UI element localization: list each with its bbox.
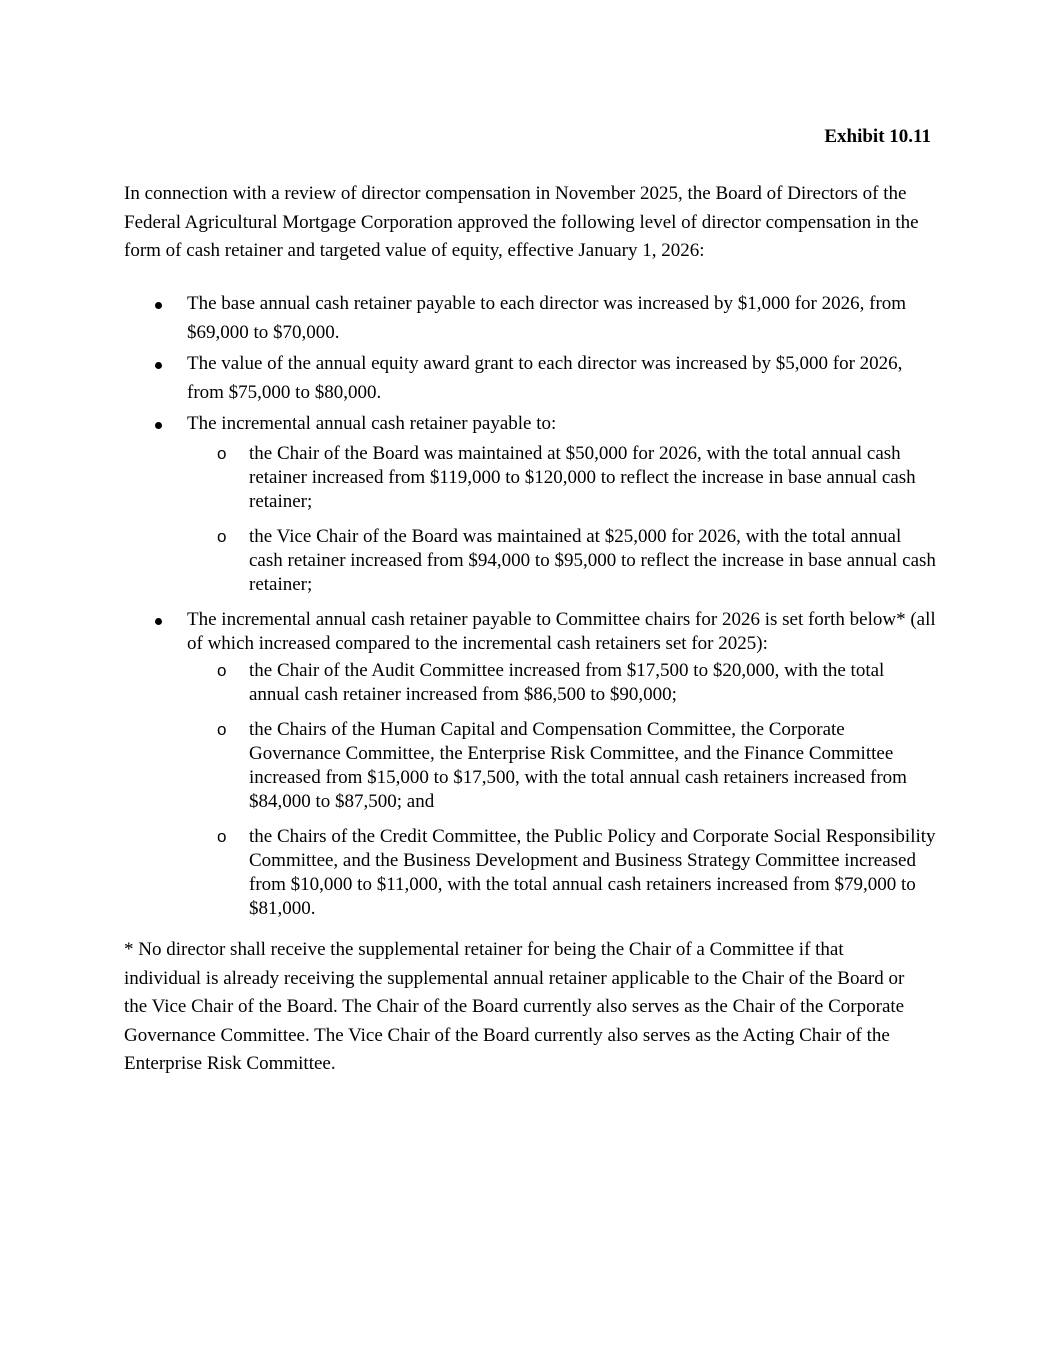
compensation-list — [124, 290, 939, 932]
sublist-item-audit-committee — [187, 659, 939, 707]
hollow-bullet-icon: o — [217, 826, 227, 846]
bullet-icon — [155, 618, 162, 625]
sublist-item-credit-committees — [187, 825, 939, 921]
hollow-bullet-icon: o — [217, 526, 227, 546]
list-item-incremental-retainer — [124, 410, 939, 597]
sublist-item-text: the Chair of the Audit Committee increased from $17,500 to $20,000, with the total annual cash retainer increased from $86,500 to $90,000; — [249, 659, 885, 705]
exhibit-title: Exhibit 10.11 — [824, 126, 931, 147]
list-item-base-retainer — [124, 290, 939, 347]
committee-chairs-sublist — [187, 659, 939, 921]
sublist-item-vice-chair — [187, 525, 939, 597]
sublist-item-board-chair — [187, 442, 939, 514]
list-item-equity-award — [124, 350, 939, 407]
bullet-icon — [155, 362, 162, 369]
sublist-item-text: the Chairs of the Credit Committee, the Public Policy and Corporate Social Responsibility Committee, and the Business Development and Business Strategy Committee increased from $10,000 to $11,000, with the total annual cash retainers increased from $79,000 to $81,000. — [249, 825, 936, 919]
bullet-icon — [155, 302, 162, 309]
hollow-bullet-icon: o — [217, 719, 227, 739]
sublist-item-text: the Chair of the Board was maintained at $50,000 for 2026, with the total annual cash retainer increased from $119,000 to $120,000 to reflect the increase in base annual cash retainer; — [249, 442, 916, 512]
footnote: * No director shall receive the supplemental retainer for being the Chair of a Committee if that individual is already receiving the supplemental annual retainer applicable to the Chair of the Board or the Vice Chair of the Board. The Chair of the Board currently also serves as the Chair of the Corporate Governance Committee. The Vice Chair of the Board currently also serves as the Acting Chair of the Enterprise Risk Committee. — [124, 939, 905, 1074]
hollow-bullet-icon: o — [217, 660, 227, 680]
sublist-item-text: the Vice Chair of the Board was maintained at $25,000 for 2026, with the total annual cash retainer increased from $94,000 to $95,000 to reflect the increase in base annual cash retainer; — [249, 525, 936, 595]
list-item-committee-chairs — [124, 608, 939, 921]
sublist-item-governance-committees — [187, 718, 939, 814]
intro-paragraph: In connection with a review of director compensation in November 2025, the Board of Directors of the Federal Agricultural Mortgage Corporation approved the following level of director compensation in the form of cash retainer and targeted value of equity, effective January 1, 2026: — [124, 183, 919, 261]
board-chairs-sublist — [187, 442, 939, 597]
list-item-text: The incremental annual cash retainer payable to Committee chairs for 2026 is set forth below* (all of which increased compared to the incremental cash retainers set for 2025): — [187, 608, 936, 654]
list-item-text: The base annual cash retainer payable to each director was increased by $1,000 for 2026, from $69,000 to $70,000. — [187, 293, 907, 343]
hollow-bullet-icon: o — [217, 443, 227, 463]
list-item-text: The value of the annual equity award grant to each director was increased by $5,000 for 2026, from $75,000 to $80,000. — [187, 353, 903, 403]
list-item-text: The incremental annual cash retainer payable to: — [187, 413, 557, 434]
sublist-item-text: the Chairs of the Human Capital and Compensation Committee, the Corporate Governance Committee, the Enterprise Risk Committee, and the Finance Committee increased from $15,000 to $17,500, with the total annual cash retainers increased from $84,000 to $87,500; and — [249, 718, 907, 812]
bullet-icon — [155, 422, 162, 429]
